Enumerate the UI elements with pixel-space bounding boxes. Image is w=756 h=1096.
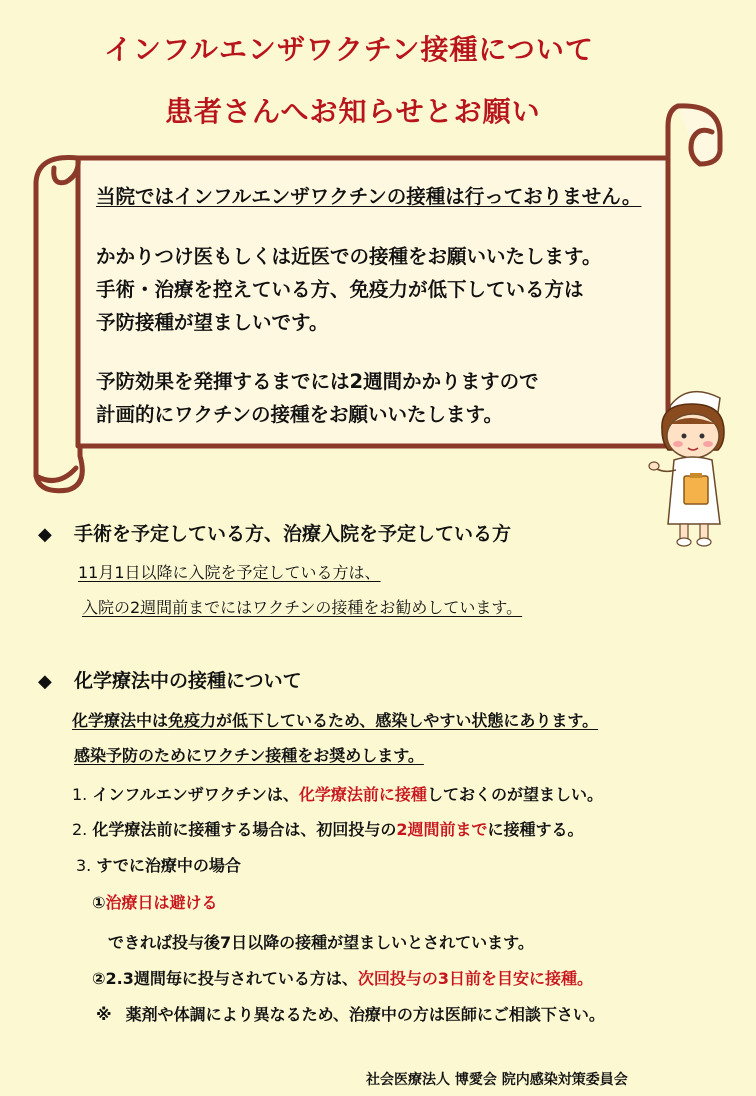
page-title: インフルエンザワクチン接種について <box>104 33 594 66</box>
section2-heading <box>38 666 302 693</box>
list-number: 1. <box>72 785 88 804</box>
note-mark: ※ <box>96 1005 112 1024</box>
list-text: しておくのが望ましい。 <box>426 785 603 804</box>
sub-item-1-note: できれば投与後7日以降の接種が望ましいとされています。 <box>108 933 534 952</box>
nurse-illustration <box>648 378 748 550</box>
diamond-bullet-icon: ◆ <box>38 524 52 545</box>
sub-emphasis: 治療日は避ける <box>105 893 218 912</box>
list-item-3 <box>76 853 241 876</box>
note-line <box>96 1002 605 1025</box>
scroll-line-5: 計画的にワクチンの接種をお願いいたします。 <box>96 403 503 426</box>
list-text: 化学療法前に接種する場合は、初回投与の <box>92 820 397 839</box>
footer-organization: 社会医療法人 博愛会 院内感染対策委員会 <box>366 1072 628 1088</box>
list-emphasis: 化学療法前に接種 <box>298 785 427 804</box>
section1-line-2: 入院の2週間前までにはワクチンの接種をお勧めしています。 <box>82 598 523 617</box>
section2-line-1: 化学療法中は免疫力が低下しているため、感染しやすい状態にあります。 <box>72 711 599 730</box>
scroll-line-2: 手術・治療を控えている方、免疫力が低下している方は <box>96 278 584 301</box>
list-item-1 <box>72 782 603 805</box>
section2-line-2: 感染予防のためにワクチン接種をお奨めします。 <box>74 746 424 765</box>
scroll-line-1: かかりつけ医もしくは近医での接種をお願いいたします。 <box>96 245 602 268</box>
scroll-line-3: 予防接種が望ましいです。 <box>96 311 329 334</box>
sub-item-2 <box>92 966 593 989</box>
list-text: すでに治療中の場合 <box>96 856 241 875</box>
note-text: 薬剤や体調により異なるため、治療中の方は医師にご相談下さい。 <box>125 1005 605 1024</box>
list-text: に接種する。 <box>487 820 584 839</box>
scroll-line-4: 予防効果を発揮するまでには2週間かかりますので <box>96 370 539 393</box>
section1-line-1: 11月1日以降に入院を予定している方は、 <box>78 563 381 582</box>
scroll-headline: 当院ではインフルエンザワクチンの接種は行っておりません。 <box>96 185 642 208</box>
section1-heading-text: 手術を予定している方、治療入院を予定している方 <box>74 523 512 545</box>
sub-mark: ① <box>92 893 106 912</box>
sub-emphasis: 次回投与の3日前を目安に接種。 <box>357 969 594 988</box>
section2-heading-text: 化学療法中の接種について <box>74 670 302 692</box>
list-emphasis: 2週間前まで <box>396 820 488 839</box>
sub-item-1 <box>92 890 218 913</box>
list-text: インフルエンザワクチンは、 <box>92 785 299 804</box>
sub-text: 2.3週間毎に投与されている方は、 <box>105 969 358 988</box>
section1-heading <box>38 519 511 546</box>
list-item-2 <box>72 817 584 840</box>
diamond-bullet-icon: ◆ <box>38 671 52 692</box>
list-number: 2. <box>72 820 88 839</box>
list-number: 3. <box>76 856 92 875</box>
sub-mark: ② <box>92 969 106 988</box>
page-subtitle: 患者さんへお知らせとお願い <box>165 95 541 128</box>
